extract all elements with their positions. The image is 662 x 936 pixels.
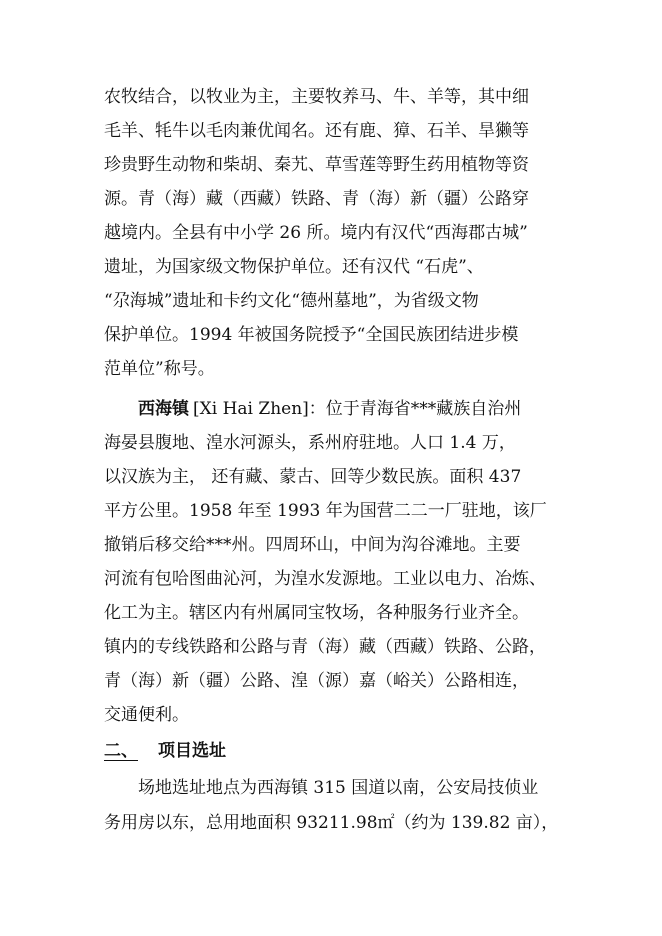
entry-term: 西海镇 [138, 399, 189, 419]
section-number: 二、 [104, 741, 138, 761]
section-title: 项目选址 [158, 741, 226, 761]
entry-definition-start: [Xi Hai Zhen]：位于青海省***藏族自治州 [193, 399, 522, 419]
document-page: 农牧结合，以牧业为主，主要牧养马、牛、羊等，其中细 毛羊、牦牛以毛肉兼优闻名。还有鹿、獐、石羊、旱獭等 珍贵野生动物和柴胡、秦艽、草雪莲等野生药用植物等资 源。青（海）藏（西藏）铁路、青（海）新（疆）公路穿 越境内。全县有中小学 26 所。境内有汉代“西海郡古城” 遗址，为国家级文物保护单位。还有汉代 “石虎”、 “尕海城”遗址和卡约文化“德州墓地”，为省级文物 保护单位。1994 年被国务院授予“全国民族团结进步模 范单位”称号。 西海镇 [Xi Hai Zhen]：位于青海省***藏族自治州 海晏县腹地、湟水河源头，系州府驻地。人口 1.4 万， 以汉族为主， 还有藏、蒙古、回等少数民族。面积 437 平方公里。1958 年至 1993 年为国营二二一厂驻地，该厂 撤销后移交给***州。四周环山，中间为沟谷滩地。主要 河流有包哈图曲沁河，为湟水发源地。工业以电力、冶炼、 化工为主。辖区内有州属同宝牧场，各种服务行业齐全。 镇内的专线铁路和公路与青（海）藏（西藏）铁路、公路， 青（海）新（疆）公路、湟（源）嘉（峪关）公路相连， 交通便利。 二、 项目选址 场地选址地点为西海镇 315 国道以南，公安局技侦业 务用房以东，总用地面积 93211.98㎡（约为 139.82 亩）， [104, 87, 559, 833]
